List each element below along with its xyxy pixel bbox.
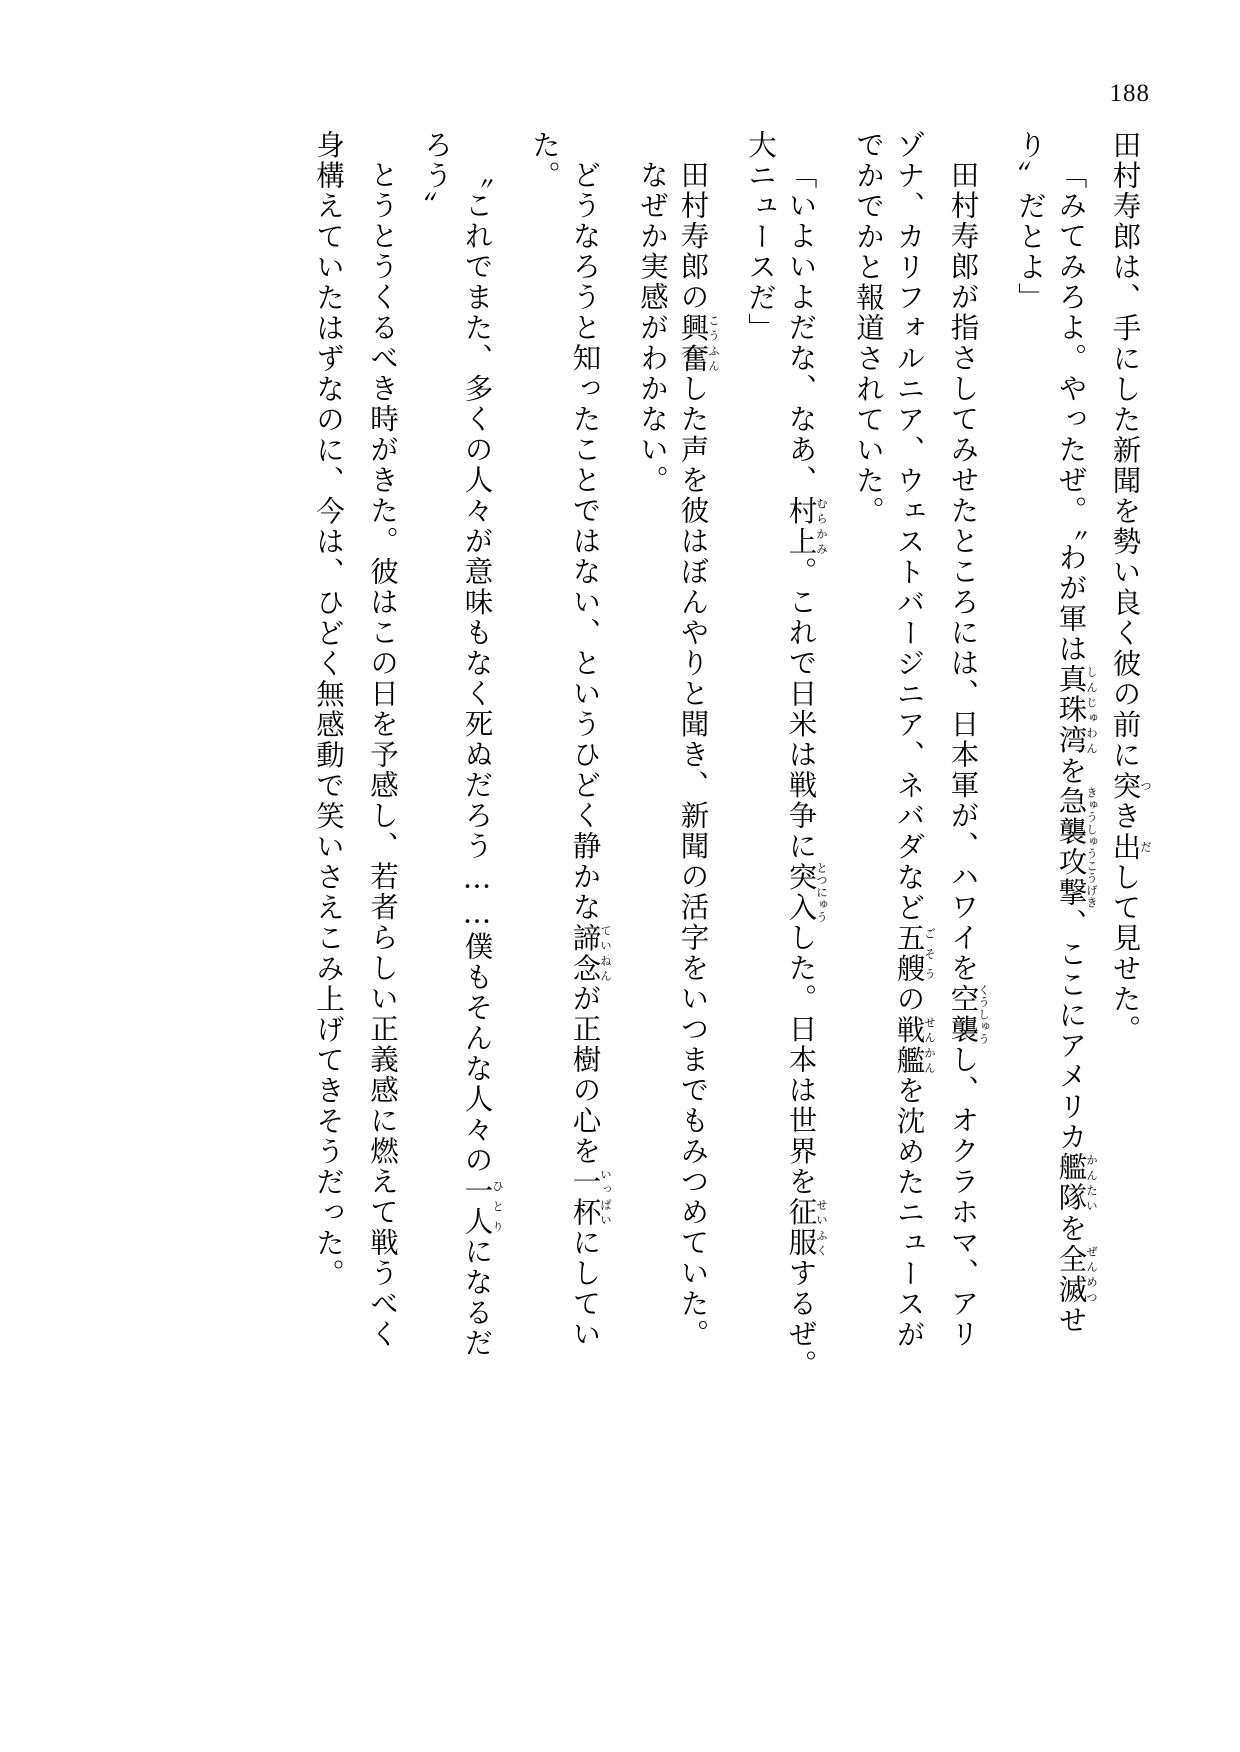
text-column: ゾナ、カリフォルニア、ウェストバージニア、ネバダなど五艘ごそうの戦艦せんかんを沈めたニュースが (892, 130, 937, 1350)
text-column: 田村寿郎が指さしてみせたところには、日本軍が、ハワイを空襲くうしゅうし、オクラホマ、アリ (946, 160, 991, 1350)
ruby-annotation: 突入とつにゅう (784, 861, 829, 923)
page-number: 188 (1109, 80, 1150, 107)
ruby-annotation: 空襲くうしゅう (946, 983, 991, 1045)
ruby-annotation: 艦隊かんたい (1054, 1152, 1099, 1214)
text-column: 田村寿郎は、手にした新聞を勢い良く彼の前に突つき出だして見せた。 (1108, 130, 1153, 1045)
text-column: 大ニュースだ」 (744, 130, 777, 344)
ruby-annotation: 五艘ごそう (892, 923, 937, 984)
ruby-annotation: 戦艦せんかん (892, 1014, 937, 1076)
ruby-annotation: 一杯いっぱい (568, 1166, 613, 1228)
vertical-text-body (110, 130, 1152, 1610)
ruby-annotation: 諦念ていねん (568, 922, 613, 984)
ruby-annotation: 一人ひとり (460, 1175, 505, 1237)
text-column: 「みてみろよ。やったぜ。〝わが軍は真珠湾しんじゅわんを急襲攻撃きゅうしゅうこうげき、ここにアメリカ艦隊かんたいを全滅ぜんめつせ (1054, 160, 1099, 1336)
ruby-annotation: 村上むらかみ (784, 495, 829, 557)
text-column: た。 (528, 130, 561, 191)
text-column: 〝これでまた、多くの人々が意味もなく死ぬだろう……僕もそんな人々の一人ひとりになるだ (460, 160, 505, 1359)
ruby-annotation: 急襲攻撃きゅうしゅうこうげき (1054, 786, 1099, 909)
ruby-annotation: 興奮こうふん (676, 312, 721, 374)
ruby-annotation: 全滅ぜんめつ (1054, 1243, 1099, 1305)
text-column: ろう〟 (420, 130, 453, 222)
text-column: なぜか実感がわかない。 (636, 160, 669, 496)
text-column: 身構えていたはずなのに、今は、ひどく無感動で笑いさえこみ上げてきそうだった。 (312, 130, 345, 1289)
ruby-annotation: 突つ (1108, 770, 1153, 801)
text-column: 「いよいよだな、なあ、村上むらかみ。これで日米は戦争に突入とつにゅうした。日本は世界を征服せいふくするぜ。 (784, 160, 829, 1380)
text-column: どうなろうと知ったことではない、というひどく静かな諦念ていねんが正樹の心を一杯いっぱいにしてい (568, 160, 613, 1350)
ruby-annotation: 出だ (1108, 831, 1153, 862)
ruby-annotation: 真珠湾しんじゅわん (1054, 664, 1099, 756)
text-column: とうとうくるべき時がきた。彼はこの日を予感し、若者らしい正義感に燃えて戦うべく (366, 160, 399, 1350)
text-column: 田村寿郎の興奮こうふんした声を彼はぼんやりと聞き、新聞の活字をいつまでもみつめていた。 (676, 160, 721, 1350)
text-column: でかでかと報道されていた。 (852, 130, 885, 527)
ruby-annotation: 征服せいふく (784, 1197, 829, 1258)
text-column: り〟だとよ」 (1014, 130, 1047, 313)
